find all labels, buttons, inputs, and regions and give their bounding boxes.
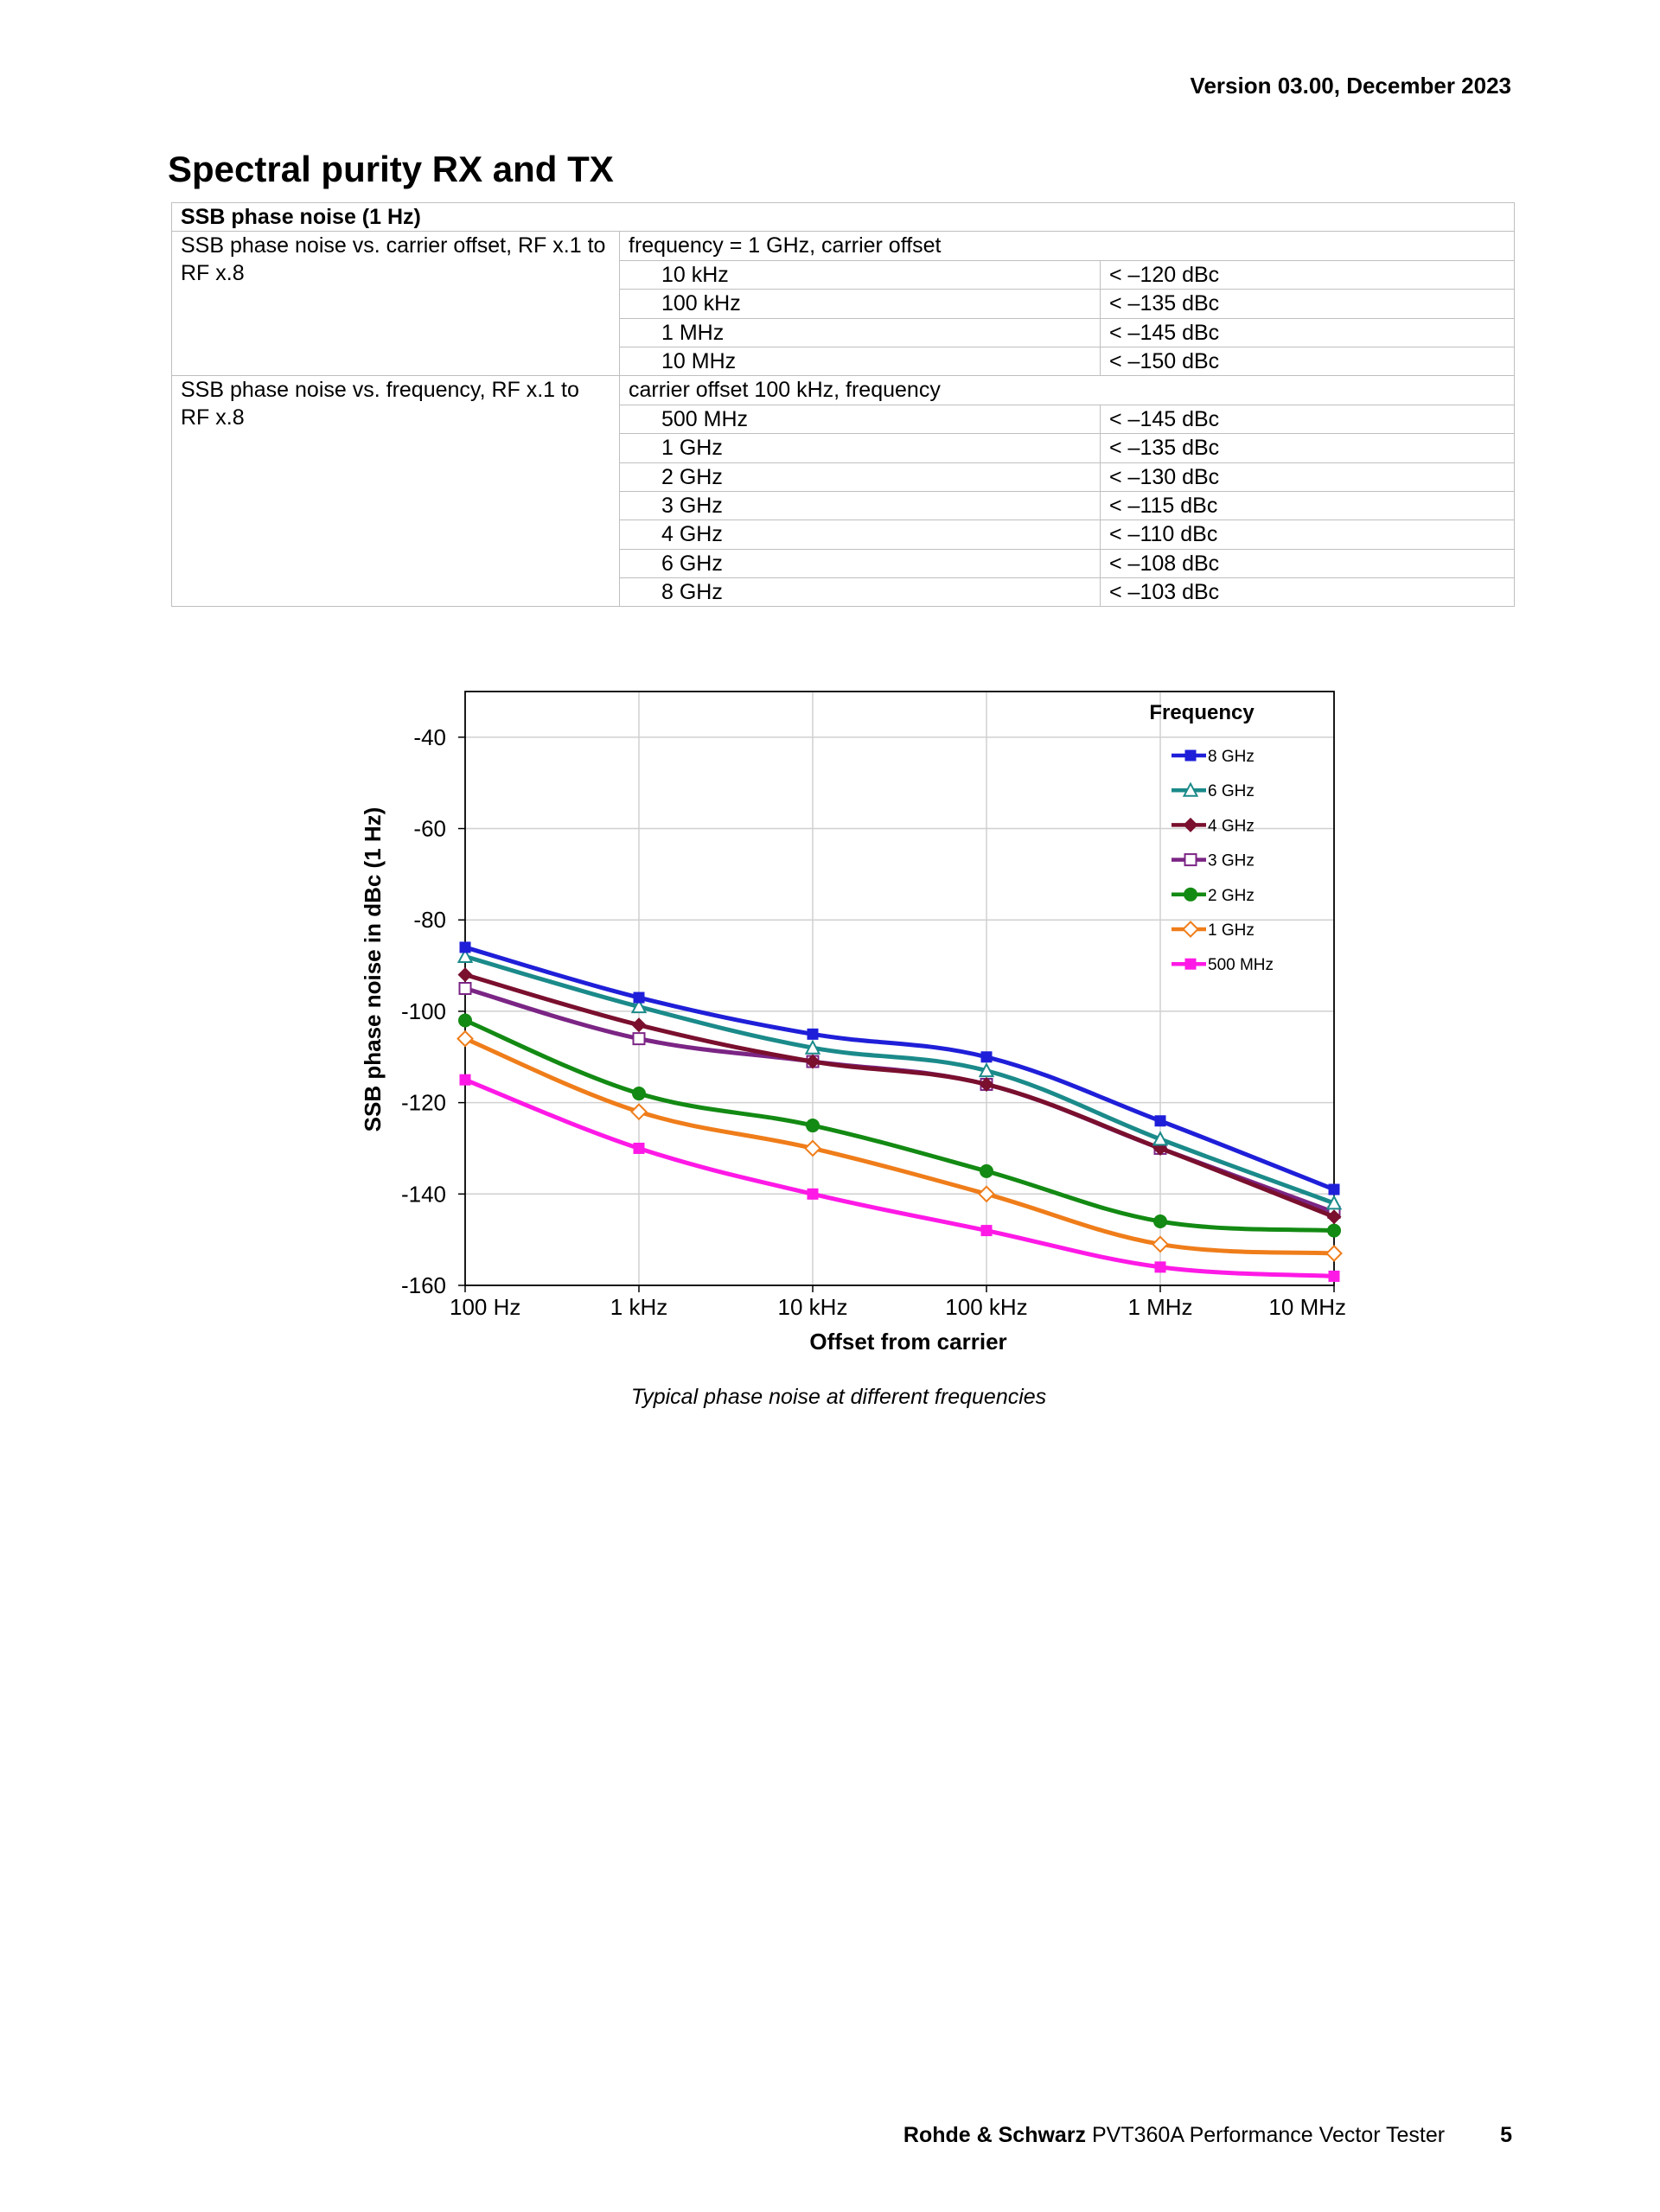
data-point-2-ghz bbox=[980, 1164, 993, 1178]
param-cell: 3 GHz bbox=[620, 491, 1101, 520]
data-point-2-ghz bbox=[458, 1013, 472, 1027]
y-tick-label: -100 bbox=[400, 998, 446, 1024]
x-tick-label: 10 kHz bbox=[777, 1294, 848, 1320]
version-label: Version 03.00, December 2023 bbox=[1190, 73, 1511, 99]
table-row bbox=[172, 232, 1515, 260]
param-cell: 2 GHz bbox=[620, 462, 1101, 491]
legend-label-1-ghz: 1 GHz bbox=[1208, 921, 1255, 940]
section-title: Spectral purity RX and TX bbox=[168, 149, 614, 189]
param-cell: 1 MHz bbox=[620, 318, 1101, 347]
footer-product: PVT360A Performance Vector Tester bbox=[1086, 2123, 1446, 2147]
legend-label-6-ghz: 6 GHz bbox=[1208, 782, 1255, 801]
table-heading-row bbox=[172, 203, 1515, 232]
value-cell: < –130 dBc bbox=[1101, 462, 1515, 491]
footer-brand: Rohde & Schwarz bbox=[903, 2123, 1087, 2147]
data-point-8-ghz bbox=[1155, 1115, 1166, 1126]
x-tick-label: 1 MHz bbox=[1127, 1294, 1193, 1320]
legend-label-8-ghz: 8 GHz bbox=[1208, 748, 1255, 766]
chart-caption: Typical phase noise at different frequencies bbox=[630, 1385, 1047, 1409]
data-point-500-mhz bbox=[808, 1189, 819, 1200]
value-cell: < –110 dBc bbox=[1101, 520, 1515, 549]
x-tick-label: 100 kHz bbox=[945, 1294, 1028, 1320]
legend-title: Frequency bbox=[1149, 701, 1255, 724]
table-row bbox=[172, 376, 1515, 405]
param-cell: 10 kHz bbox=[620, 260, 1101, 289]
group2-condition: carrier offset 100 kHz, frequency bbox=[620, 376, 1515, 405]
legend-marker-2-ghz bbox=[1184, 888, 1197, 902]
data-point-8-ghz bbox=[634, 992, 645, 1004]
value-cell: < –145 dBc bbox=[1101, 405, 1515, 433]
data-point-500-mhz bbox=[460, 1074, 471, 1086]
table-heading: SSB phase noise (1 Hz) bbox=[172, 203, 1515, 232]
y-tick-label: -40 bbox=[413, 724, 446, 750]
value-cell: < –103 dBc bbox=[1101, 578, 1515, 607]
param-cell: 500 MHz bbox=[620, 405, 1101, 433]
value-cell: < –120 dBc bbox=[1101, 260, 1515, 289]
group1-condition: frequency = 1 GHz, carrier offset bbox=[620, 232, 1515, 260]
data-point-3-ghz bbox=[634, 1033, 645, 1044]
x-tick-label: 1 kHz bbox=[610, 1294, 668, 1320]
value-cell: < –108 dBc bbox=[1101, 549, 1515, 577]
value-cell: < –135 dBc bbox=[1101, 434, 1515, 462]
y-tick-label: -160 bbox=[400, 1272, 446, 1298]
x-tick-label: 100 Hz bbox=[450, 1294, 521, 1320]
legend-marker-3-ghz bbox=[1185, 854, 1197, 865]
legend-marker-500-mhz bbox=[1185, 959, 1197, 970]
param-cell: 10 MHz bbox=[620, 347, 1101, 375]
plot-area bbox=[465, 692, 1334, 1285]
y-tick-label: -140 bbox=[400, 1181, 446, 1208]
legend-label-3-ghz: 3 GHz bbox=[1208, 851, 1255, 870]
page-footer bbox=[903, 2123, 1512, 2148]
param-cell: 4 GHz bbox=[620, 520, 1101, 549]
data-point-500-mhz bbox=[1155, 1261, 1166, 1272]
param-cell: 8 GHz bbox=[620, 578, 1101, 607]
data-point-2-ghz bbox=[1153, 1214, 1167, 1228]
legend-label-500-mhz: 500 MHz bbox=[1208, 956, 1274, 975]
y-tick-label: -120 bbox=[400, 1089, 446, 1116]
x-tick-label: 10 MHz bbox=[1268, 1294, 1346, 1320]
data-point-500-mhz bbox=[1329, 1271, 1340, 1282]
y-tick-label: -60 bbox=[413, 815, 446, 842]
data-point-2-ghz bbox=[1327, 1224, 1341, 1238]
phase-noise-chart bbox=[346, 674, 1366, 1366]
data-point-8-ghz bbox=[981, 1051, 993, 1062]
param-cell: 1 GHz bbox=[620, 434, 1101, 462]
group2-label: SSB phase noise vs. frequency, RF x.1 to RF x.8 bbox=[172, 376, 620, 607]
value-cell: < –150 dBc bbox=[1101, 347, 1515, 375]
value-cell: < –115 dBc bbox=[1101, 491, 1515, 520]
value-cell: < –145 dBc bbox=[1101, 318, 1515, 347]
value-cell: < –135 dBc bbox=[1101, 290, 1515, 318]
param-cell: 100 kHz bbox=[620, 290, 1101, 318]
page-number: 5 bbox=[1500, 2123, 1512, 2147]
data-point-2-ghz bbox=[806, 1119, 820, 1132]
data-point-500-mhz bbox=[981, 1225, 993, 1236]
group1-label: SSB phase noise vs. carrier offset, RF x.1 to RF x.8 bbox=[172, 232, 620, 376]
data-point-500-mhz bbox=[634, 1143, 645, 1154]
y-tick-label: -80 bbox=[413, 907, 446, 934]
y-axis-title: SSB phase noise in dBc (1 Hz) bbox=[360, 806, 386, 1132]
legend-label-2-ghz: 2 GHz bbox=[1208, 886, 1255, 905]
data-point-2-ghz bbox=[632, 1087, 646, 1100]
data-point-8-ghz bbox=[1329, 1184, 1340, 1195]
data-point-8-ghz bbox=[808, 1029, 819, 1040]
legend-marker-8-ghz bbox=[1185, 750, 1197, 762]
param-cell: 6 GHz bbox=[620, 549, 1101, 577]
spec-table bbox=[171, 202, 1515, 607]
legend-label-4-ghz: 4 GHz bbox=[1208, 817, 1255, 836]
data-point-8-ghz bbox=[460, 941, 471, 953]
x-axis-title: Offset from carrier bbox=[809, 1329, 1007, 1355]
data-point-3-ghz bbox=[460, 983, 471, 994]
